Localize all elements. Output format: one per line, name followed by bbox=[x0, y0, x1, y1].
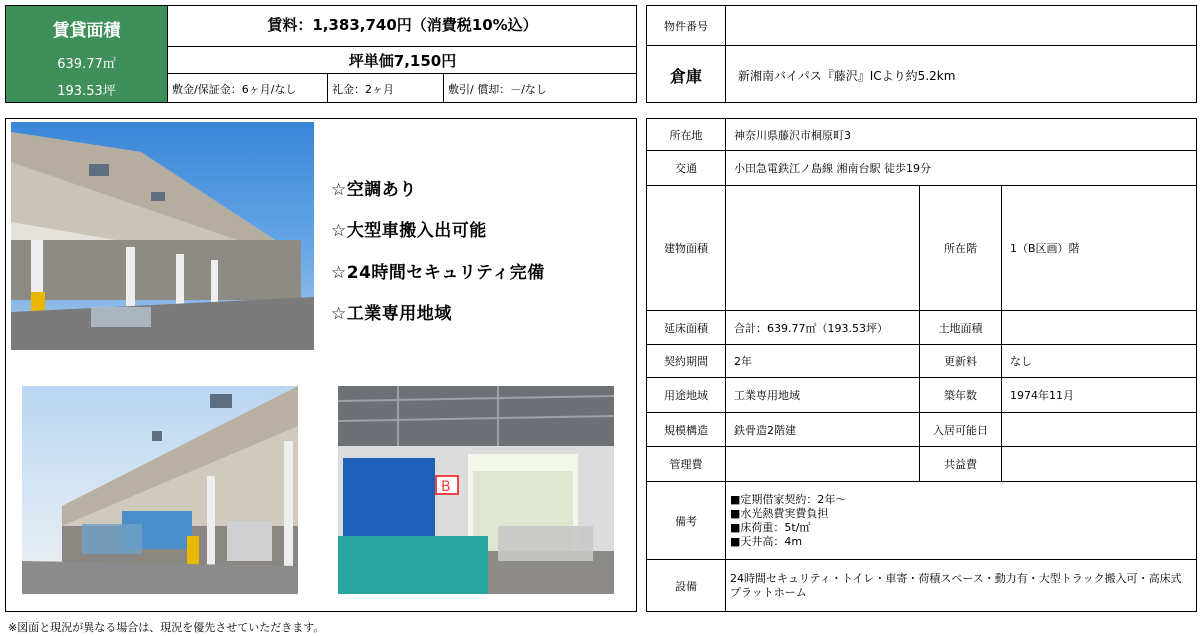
move-in-label: 入居可能日 bbox=[919, 412, 1002, 447]
property-type: 倉庫 bbox=[669, 67, 702, 86]
renewal-fee-label: 更新料 bbox=[919, 344, 1002, 378]
structure-label: 規模構造 bbox=[646, 412, 726, 447]
price-divider bbox=[168, 73, 637, 74]
built-value: 1974年11月 bbox=[1001, 377, 1197, 413]
rent: 賃料：1,383,740円（消費税10%込） bbox=[267, 16, 538, 34]
property-no-label: 物件番号 bbox=[664, 20, 708, 33]
access-summary: 新湘南バイパス『藤沢』ICより約5.2km bbox=[738, 69, 956, 83]
contract-period-label: 契約期間 bbox=[646, 344, 726, 378]
location-label: 所在地 bbox=[646, 118, 726, 151]
interior-photo bbox=[338, 386, 614, 594]
remark-item: ■水光熱費実費負担 bbox=[730, 506, 829, 520]
transport-value: 小田急電鉄江ノ島線 湘南台駅 徒歩19分 bbox=[725, 150, 1197, 186]
total-floor-value: 合計：639.77㎡（193.53坪） bbox=[725, 310, 920, 345]
remarks-value bbox=[725, 481, 1197, 560]
remarks-label: 備考 bbox=[646, 481, 726, 560]
transport-label: 交通 bbox=[646, 150, 726, 186]
building-area-value bbox=[725, 185, 920, 311]
deposit: 敷金/保証金：6ヶ月/なし bbox=[172, 83, 297, 96]
main-photo bbox=[11, 122, 314, 350]
property-no-vline bbox=[725, 5, 726, 103]
move-in-value bbox=[1001, 412, 1197, 447]
built-label: 築年数 bbox=[919, 377, 1002, 413]
property-hline bbox=[646, 45, 1197, 46]
feature-zoning: ☆工業専用地域 bbox=[331, 304, 452, 324]
svg-text:B: B bbox=[441, 479, 451, 495]
floor-label: 所在階 bbox=[919, 185, 1002, 311]
deposit-divider bbox=[327, 73, 328, 103]
mgmt-fee-value bbox=[725, 446, 920, 482]
contract-period-value: 2年 bbox=[725, 344, 920, 378]
remark-item: ■床荷重：5t/㎡ bbox=[730, 520, 811, 534]
building-area-label: 建物面積 bbox=[646, 185, 726, 311]
key-money: 礼金：2ヶ月 bbox=[332, 83, 394, 96]
amortization: 敷引/ 償却：－/なし bbox=[448, 83, 547, 96]
zoning-value: 工業専用地域 bbox=[725, 377, 920, 413]
land-area-value bbox=[1001, 310, 1197, 345]
exterior-photo bbox=[22, 386, 298, 594]
key-divider bbox=[443, 73, 444, 103]
floor-value: 1（B区画）階 bbox=[1001, 185, 1197, 311]
unit-price: 坪単価7,150円 bbox=[348, 52, 457, 70]
area-label: 賃貸面積 bbox=[52, 21, 121, 41]
total-floor-label: 延床面積 bbox=[646, 310, 726, 345]
area-sqm: 639.77㎡ bbox=[57, 57, 116, 72]
feature-security: ☆24時間セキュリティ完備 bbox=[331, 263, 545, 283]
remark-item: ■定期借家契約：2年～ bbox=[730, 492, 847, 506]
property-header bbox=[646, 5, 1197, 103]
common-fee-value bbox=[1001, 446, 1197, 482]
rent-divider bbox=[168, 46, 637, 47]
feature-truck: ☆大型車搬入出可能 bbox=[331, 221, 487, 241]
feature-aircon: ☆空調あり bbox=[331, 180, 417, 200]
mgmt-fee-label: 管理費 bbox=[646, 446, 726, 482]
renewal-fee-value: なし bbox=[1001, 344, 1197, 378]
facilities-label: 設備 bbox=[646, 559, 726, 612]
structure-value: 鉄骨造2階建 bbox=[725, 412, 920, 447]
facilities-value: 24時間セキュリティ・トイレ・車寄・荷積スペース・動力有・大型トラック搬入可・高床式プラットホーム bbox=[725, 559, 1197, 612]
footnote: ※図面と現況が異なる場合は、現況を優先させていただきます。 bbox=[8, 621, 325, 634]
area-tsubo: 193.53坪 bbox=[57, 84, 116, 99]
zoning-label: 用途地域 bbox=[646, 377, 726, 413]
land-area-label: 土地面積 bbox=[919, 310, 1002, 345]
remark-item: ■天井高：4m bbox=[730, 534, 803, 548]
area-badge bbox=[6, 6, 167, 102]
common-fee-label: 共益費 bbox=[919, 446, 1002, 482]
location-value: 神奈川県藤沢市桐原町3 bbox=[725, 118, 1197, 151]
